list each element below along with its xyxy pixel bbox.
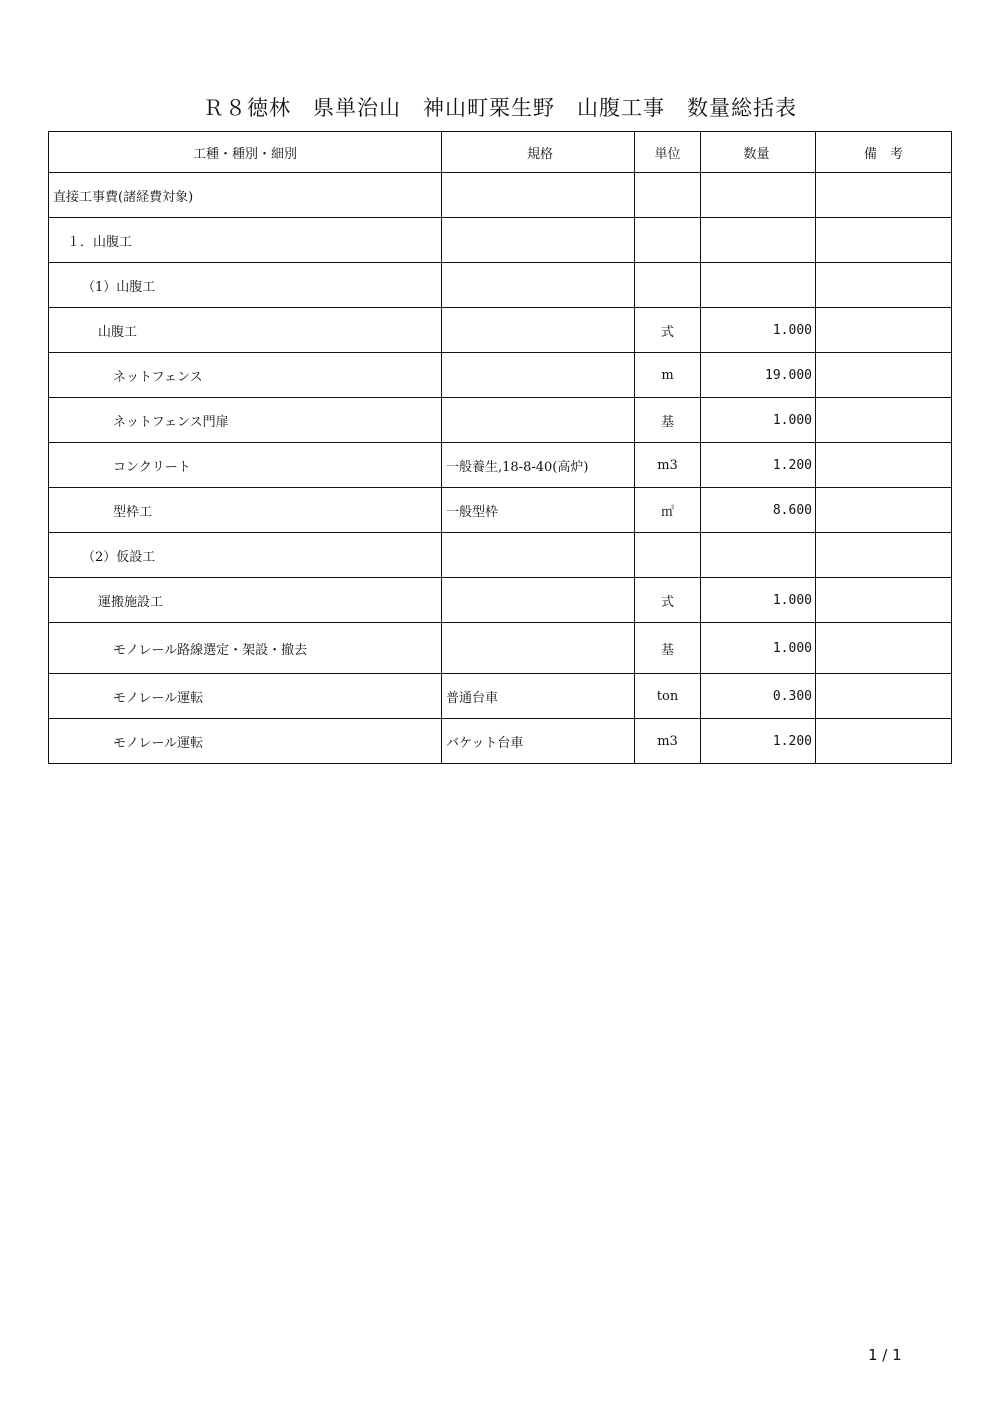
table-row: [49, 488, 952, 533]
table-row: [49, 719, 952, 764]
row-quantity: [701, 263, 816, 308]
row-note: [816, 443, 952, 488]
row-quantity: 0.300: [701, 674, 816, 719]
row-quantity: [701, 533, 816, 578]
row-unit: ㎡: [635, 488, 701, 533]
row-spec: 一般型枠: [442, 488, 635, 533]
row-spec: 普通台車: [442, 674, 635, 719]
row-unit: ton: [635, 674, 701, 719]
row-name: 運搬施設工: [49, 578, 442, 623]
row-name: モノレール路線選定・架設・撤去: [49, 623, 442, 674]
table-header-row: [49, 132, 952, 173]
row-note: [816, 308, 952, 353]
table-row: [49, 578, 952, 623]
table-row: [49, 308, 952, 353]
row-spec: [442, 398, 635, 443]
row-name: 型枠工: [49, 488, 442, 533]
row-quantity: 1.200: [701, 443, 816, 488]
header-remarks: 備 考: [816, 132, 952, 173]
row-quantity: 1.000: [701, 578, 816, 623]
page-title: Ｒ８徳林 県単治山 神山町栗生野 山腹工事 数量総括表: [203, 96, 797, 120]
row-spec: バケット台車: [442, 719, 635, 764]
row-name: モノレール運転: [49, 719, 442, 764]
row-unit: [635, 533, 701, 578]
table-row: [49, 218, 952, 263]
row-quantity: 19.000: [701, 353, 816, 398]
row-unit: [635, 263, 701, 308]
row-unit: 式: [635, 308, 701, 353]
row-spec: [442, 578, 635, 623]
row-quantity: 1.000: [701, 623, 816, 674]
row-unit: 式: [635, 578, 701, 623]
row-note: [816, 173, 952, 218]
row-unit: [635, 173, 701, 218]
row-quantity: 1.000: [701, 308, 816, 353]
row-spec: [442, 218, 635, 263]
quantity-summary-table: [48, 131, 952, 764]
row-unit: 基: [635, 398, 701, 443]
row-note: [816, 674, 952, 719]
row-spec: [442, 173, 635, 218]
page-number: 1 / 1: [868, 1346, 902, 1364]
row-note: [816, 398, 952, 443]
row-unit: m3: [635, 443, 701, 488]
row-unit: m: [635, 353, 701, 398]
row-spec: 一般養生,18-8-40(高炉): [442, 443, 635, 488]
row-spec: [442, 353, 635, 398]
row-quantity: 1.000: [701, 398, 816, 443]
row-note: [816, 218, 952, 263]
row-quantity: [701, 218, 816, 263]
row-name: 山腹工: [49, 308, 442, 353]
row-name: ネットフェンス: [49, 353, 442, 398]
row-name: コンクリート: [49, 443, 442, 488]
row-name: １．山腹工: [49, 218, 442, 263]
header-unit: 単位: [635, 132, 701, 173]
row-quantity: [701, 173, 816, 218]
table-row: [49, 443, 952, 488]
row-name: 直接工事費(諸経費対象): [49, 173, 442, 218]
row-quantity: 8.600: [701, 488, 816, 533]
table-row: [49, 398, 952, 443]
row-note: [816, 623, 952, 674]
row-spec: [442, 308, 635, 353]
row-note: [816, 533, 952, 578]
row-spec: [442, 623, 635, 674]
header-specification: 規格: [442, 132, 635, 173]
row-note: [816, 578, 952, 623]
row-note: [816, 353, 952, 398]
table-row: [49, 533, 952, 578]
row-name: （1）山腹工: [49, 263, 442, 308]
row-unit: m3: [635, 719, 701, 764]
row-spec: [442, 263, 635, 308]
table-row: [49, 353, 952, 398]
row-name: ネットフェンス門扉: [49, 398, 442, 443]
row-name: モノレール運転: [49, 674, 442, 719]
row-quantity: 1.200: [701, 719, 816, 764]
header-work-type: 工種・種別・細別: [49, 132, 442, 173]
table-row: [49, 263, 952, 308]
row-unit: [635, 218, 701, 263]
row-note: [816, 719, 952, 764]
row-spec: [442, 533, 635, 578]
header-quantity: 数量: [701, 132, 816, 173]
row-note: [816, 263, 952, 308]
row-name: （2）仮設工: [49, 533, 442, 578]
row-unit: 基: [635, 623, 701, 674]
table-row: [49, 674, 952, 719]
row-note: [816, 488, 952, 533]
table-row: [49, 623, 952, 674]
table-row: [49, 173, 952, 218]
